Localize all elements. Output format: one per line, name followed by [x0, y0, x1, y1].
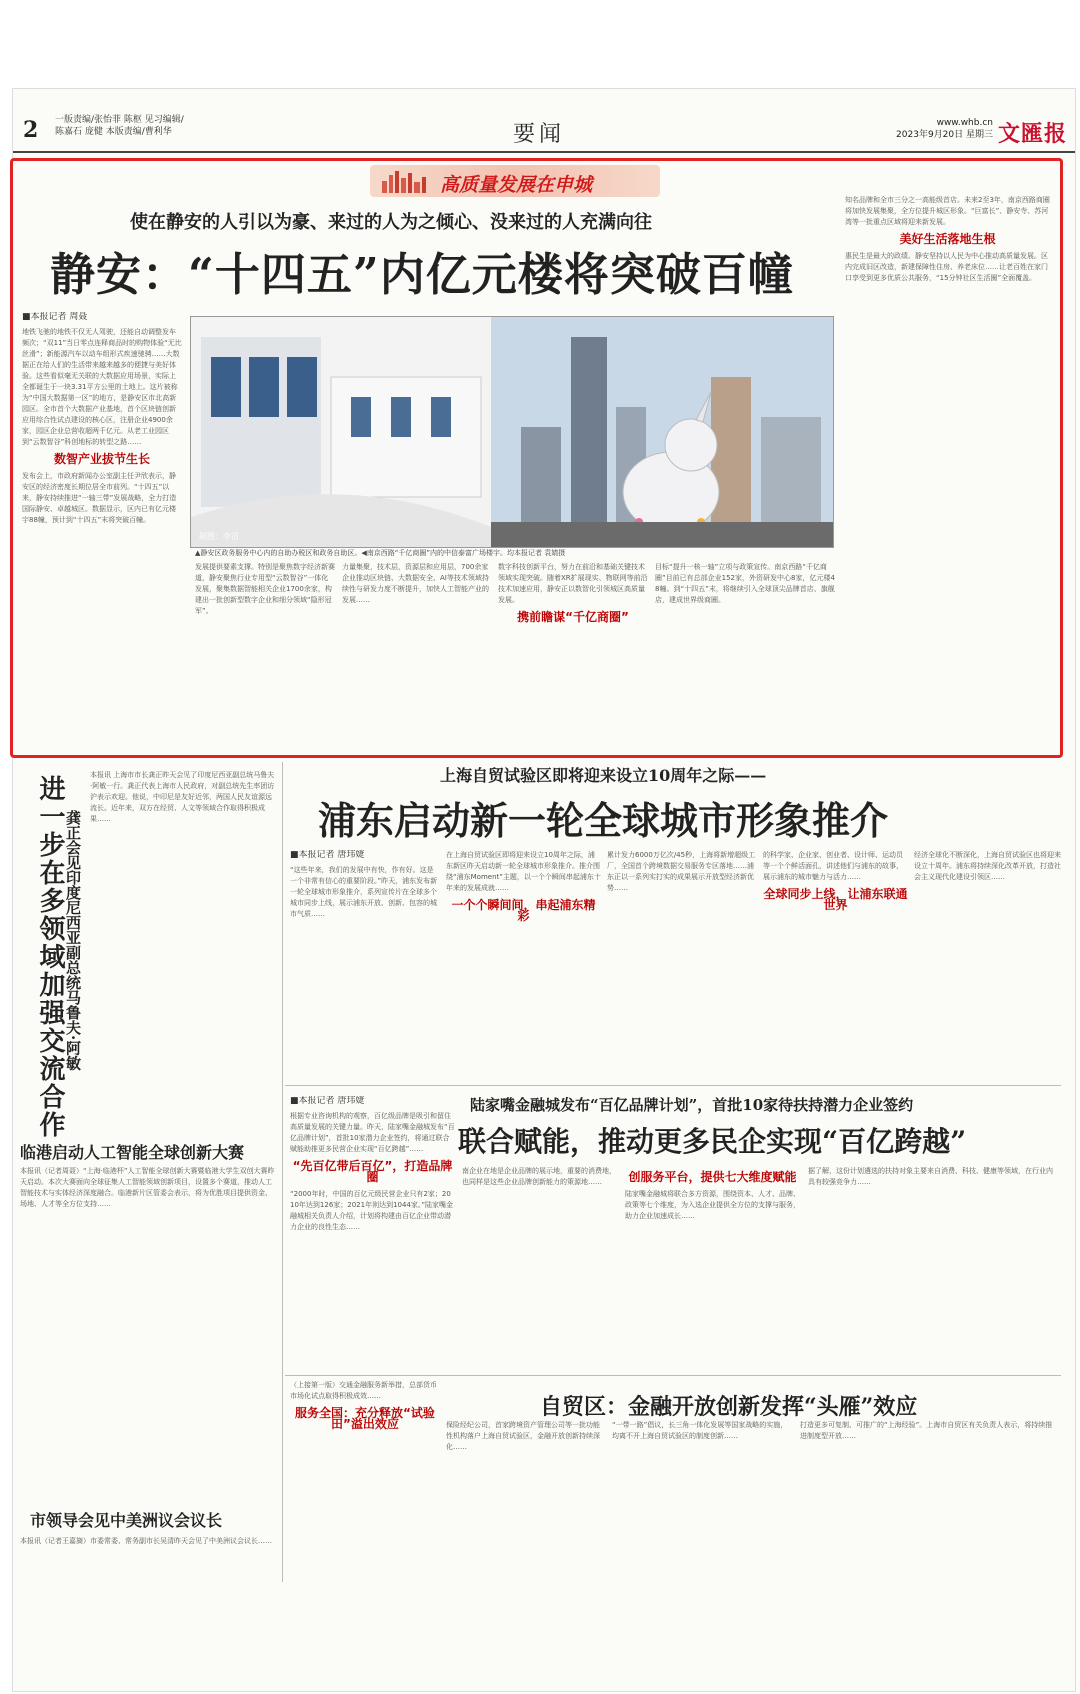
- ftz-column-2-text: 保险经纪公司，首家跨境资产管理公司等一批功能性机构落户上海自贸试验区，金融开放创新持续深化……: [446, 1421, 600, 1451]
- meeting-headline: 进一步在多领域加强交流合作: [35, 775, 65, 1139]
- lujiazui-column-4: [625, 1166, 800, 1366]
- ftz-column-3-text: “一带一路”倡议，长三角一体化发展等国家战略的实施，均离不开上海自贸试验区的制度创新……: [612, 1421, 788, 1440]
- feature-column-4-text: 力量集聚，技术层，资源层和应用层，700余家企业推动区块链、大数据安全、AI等技术领域持续性与研发力度不断提升，加快人工智能产业的发展……: [342, 563, 489, 604]
- lujiazui-subhead-2: 创服务平台，提供七大维度赋能: [628, 1170, 797, 1184]
- banner-title: 高质量发展在申城: [440, 174, 593, 196]
- ftz-headline: 自贸区：金融开放创新发挥“头雁”效应: [540, 1394, 918, 1420]
- issue-date: 2023年9月20日 星期三: [896, 130, 993, 140]
- page-number: 2: [23, 117, 39, 143]
- leader-meeting-body: [20, 1536, 275, 1576]
- feature-column-3-text: 发展提供要素支撑。特别是聚焦数字经济新赛道，静安聚焦行业专用型“云数智谷”一体化发展，聚集数据智能相关企业1700余家，构建出一批创新型数字企业和细分领域“隐形冠军”。: [195, 563, 335, 615]
- feature-column-7: [845, 195, 1050, 751]
- feature-column-8-text: 惠民生是最大的政绩。静安坚持以人民为中心推动高质量发展。区内完成旧区改造，新建保障性住房、养老床位……让老百姓在家门口享受到更多优质公共服务，“15分钟社区生活圈”全面覆盖。: [845, 252, 1048, 282]
- lujiazui-column-5: [808, 1166, 1058, 1366]
- pudong-column-4: [763, 850, 908, 1080]
- leader-meeting-body-text: 本报讯（记者王嘉旖）市委常委、常务副市长吴清昨天会见了中美洲议会议长……: [20, 1537, 272, 1545]
- section-divider: [285, 1085, 1061, 1086]
- lujiazui-column-3: [462, 1166, 617, 1366]
- ftz-column-2: [446, 1420, 606, 1580]
- feature-subtitle: 使在静安的人引以为豪、来过的人为之倾心、没来过的人充满向往: [130, 212, 652, 233]
- feature-column-1: [22, 312, 182, 752]
- feature-column-7-text: 知名品牌和全市三分之一高能级首店。未来2至3年，南京西路商圈将加快发展集聚，全方位提升城区形象。“巨富长”、静安寺、苏河湾等一批重点区域将迎来新发展。: [845, 196, 1050, 226]
- pudong-column-1-text: “这些年来，我们的发展中有快，作有好。这是一个非常有信心的重要阶段。”昨天，浦东发布新一轮全球城市形象推介，系列宣传片在全球多个城市同步上线，展示浦东开放、创新、包容的城市气质……: [290, 866, 438, 918]
- meeting-body: [90, 770, 275, 1095]
- skyline-icon: [380, 169, 430, 193]
- feature-column-5: [498, 562, 648, 752]
- ftz-column-3: [612, 1420, 792, 1580]
- page-header: [13, 89, 1075, 153]
- pudong-column-1: [290, 850, 440, 1080]
- feature-column-1-text: 地铁飞驰的地铁不仅无人驾驶，还能自动调整发车频次；“双11”当日零点连释商品时的购物体验“无比丝滑”；新能源汽车以动车组形式疾速驰骋……大数据正在给人们的生活带来越来越多的便捷与美好体验。这些看似毫无关联的大数据应用场景，实际上全都诞生于一块3.31平方公里的土地上。这片被称为“中国大数据第一区”的地方，是静安区市北高新园区。全市首个大数据产业基地，首个区块链创新应用综合性试点建设的核心区，注册企业4900余家，园区企业总营收超两千亿元。从老工业园区到“云数智谷”科创地标的转型之路……: [22, 328, 182, 446]
- feature-photo: [190, 316, 834, 548]
- feature-subhead-2: 携前瞻谋“千亿商圈”: [517, 610, 629, 624]
- feature-banner: [370, 165, 660, 197]
- lujiazui-headline: 联合赋能，推动更多民企实现“百亿跨越”: [458, 1125, 967, 1158]
- pudong-pre-headline: 上海自贸试验区即将迎来设立10周年之际——: [440, 766, 767, 785]
- ftz-intro-text: （上接第一版）交通金融服务新举措，总部货币市场化试点取得积极成效……: [290, 1381, 437, 1400]
- meeting-subheadline: 龚正会见印度尼西亚副总统马鲁夫·阿敏: [64, 810, 82, 1071]
- feature-column-3: [195, 562, 335, 752]
- feature-column-6-text: 目标“提升一核一轴”立项与政策宣传。南京西路“千亿商圈”目前已有总部企业152家，外资研发中心8家，亿元楼48幢。到“十四五”末，将继续引入全球顶尖品牌首店、旗舰店，建成世界级商圈。: [655, 563, 835, 604]
- pudong-column-5: [914, 850, 1062, 1080]
- pudong-column-3: [607, 850, 757, 1080]
- lujiazui-column-4-text: 陆家嘴金融城将联合多方资源，围绕资本、人才、品牌、政策等七个维度，为入选企业提供全方位的支撑与服务，助力企业加速成长……: [625, 1190, 800, 1220]
- feature-photo-image: [191, 317, 833, 547]
- lujiazui-column-3-text: 南企业在地是企业品牌的展示地，重要的消费地，也同样是这些企业品牌创新能力的策源地……: [462, 1167, 616, 1186]
- ai-contest-body: [20, 1166, 275, 1491]
- feature-column-5-text: 数字科技创新平台，努力在前沿和基础关键技术领域实现突破。随着XR扩展现实、物联网等前沿技术加速应用，静安正以数智化引领城区高质量发展。: [498, 563, 648, 604]
- lujiazui-column-5-text: 据了解，这份计划遴选的扶持对象主要来自消费、科技、健康等领域，在行业内具有较强竞争力……: [808, 1167, 1053, 1186]
- pudong-subhead-1: 一个个瞬间间，串起浦东精彩: [451, 898, 596, 923]
- website-and-date: [883, 117, 993, 141]
- feature-headline: 静安：“十四五”内亿元楼将突破百幢: [50, 248, 794, 301]
- ftz-subhead: 服务全国：充分释放“试验田”溢出效应: [295, 1406, 435, 1431]
- photo-caption: ▲静安区政务服务中心内的自助办税区和政务自助区。◀南京西路“千亿商圈”内的中信泰富广场楼宇。均本报记者 袁婧摄: [195, 549, 566, 557]
- feature-byline: ■本报记者 周聂: [22, 312, 88, 322]
- ai-contest-body-text: 本报讯（记者周聂）“上海·临港杯”人工智能全球创新大赛暨临港大学生双创大赛昨天启动。本次大赛面向全球征集人工智能领域创新项目，设置多个赛道，推动人工智能技术与实体经济深度融合。临港新片区管委会表示，将为优胜项目提供资金、场地、人才等全方位支持……: [20, 1167, 275, 1208]
- website: www.whb.cn: [936, 118, 993, 128]
- paper-logo: 文匯报: [998, 121, 1068, 147]
- feature-subhead-1: 数智产业拔节生长: [53, 452, 150, 466]
- leader-meeting-headline: 市领导会见中美洲议会议长: [30, 1511, 223, 1530]
- ftz-column-4-text: 打造更多可复制、可推广的“上海经验”。上海市自贸区有关负责人表示，将持续推进制度型开放……: [800, 1421, 1053, 1440]
- feature-column-1b-text: 发布会上，市政府新闻办公室副主任尹欣表示，静安区的经济密度长期位居全市前列。“十四五”以来，静安持续推进“一轴三带”发展战略，全力打造国际静安、卓越城区。数据显示，区内已有亿元楼宇88幢，预计到“十四五”末将突破百幢。: [22, 472, 177, 524]
- section-name: 要闻: [513, 122, 566, 147]
- lujiazui-subhead-1: “先百亿带后百亿”，打造品牌圈: [292, 1159, 453, 1184]
- column-divider: [282, 762, 283, 1582]
- ftz-column-4: [800, 1420, 1058, 1580]
- pudong-column-5-text: 经济全球化不断深化，上海自贸试验区也将迎来设立十周年。浦东将持续深化改革开放，打造社会主义现代化建设引领区……: [914, 851, 1061, 881]
- feature-subhead-3: 美好生活落地生根: [899, 232, 996, 246]
- section-divider-2: [285, 1375, 1061, 1376]
- pudong-byline: ■本报记者 唐玮婕: [290, 850, 365, 860]
- ai-contest-headline: 临港启动人工智能全球创新大赛: [20, 1143, 245, 1162]
- pudong-column-2-text: 在上海自贸试验区即将迎来设立10周年之际，浦东新区昨天启动新一轮全球城市形象推介。推介围绕“浦东Moment”主题，以一个个瞬间串起浦东十年来的发展成就……: [446, 851, 601, 892]
- lujiazui-column-1-text: 根据专业咨询机构的观察，百亿级品牌是吸引和留住高质量发展的关键力量。昨天，陆家嘴金融城发布“百亿品牌计划”，首批10家潜力企业签约，将通过联合赋能助推更多民营企业实现“百亿跨越”……: [290, 1112, 455, 1153]
- pudong-subhead-2: 全球同步上线，让浦东联通世界: [763, 887, 908, 912]
- editors-list: 一版责编/张怡菲 陈枢 见习编辑/陈嘉石 庞健 本版责编/曹利华: [55, 115, 184, 137]
- lujiazui-column-2-text: “2000年时，中国的百亿元级民营企业只有2家；2010年达到126家；2021年则达到1044家。”陆家嘴金融城相关负责人介绍，计划将构建由百亿企业带动潜力企业的良性生态……: [290, 1190, 454, 1231]
- pudong-column-2: [446, 850, 601, 1080]
- photo-credit: 制图：李洁: [199, 532, 239, 541]
- lujiazui-byline: ■本报记者 唐玮婕: [290, 1096, 365, 1106]
- ftz-column-1: [290, 1380, 440, 1580]
- feature-column-6: [655, 562, 835, 752]
- pudong-column-3-text: 累计发力6000万亿次/45秒，上海将新增超级工厂，全国首个跨境数据交易服务专区落地……浦东正以一系列实打实的成果展示开放型经济新优势……: [607, 851, 756, 892]
- meeting-body-text: 本报讯 上海市市长龚正昨天会见了印度尼西亚副总统马鲁夫·阿敏一行。龚正代表上海市人民政府，对副总统先生率团访沪表示欢迎。他说，中印尼是友好近邻，两国人民友谊源远流长。近年来，双方在经贸、人文等领域合作取得积极成果……: [90, 771, 275, 823]
- pudong-column-4-text: 的科学家、企业家、创业者、设计师、运动员等一个个鲜活面孔，讲述他们与浦东的故事，展示浦东的城市魅力与活力……: [763, 851, 903, 881]
- lujiazui-column-1: [290, 1096, 455, 1366]
- pudong-headline: 浦东启动新一轮全球城市形象推介: [318, 798, 889, 843]
- lujiazui-pre-headline: 陆家嘴金融城发布“百亿品牌计划”，首批10家待扶持潜力企业签约: [470, 1096, 914, 1114]
- feature-column-4: [342, 562, 492, 752]
